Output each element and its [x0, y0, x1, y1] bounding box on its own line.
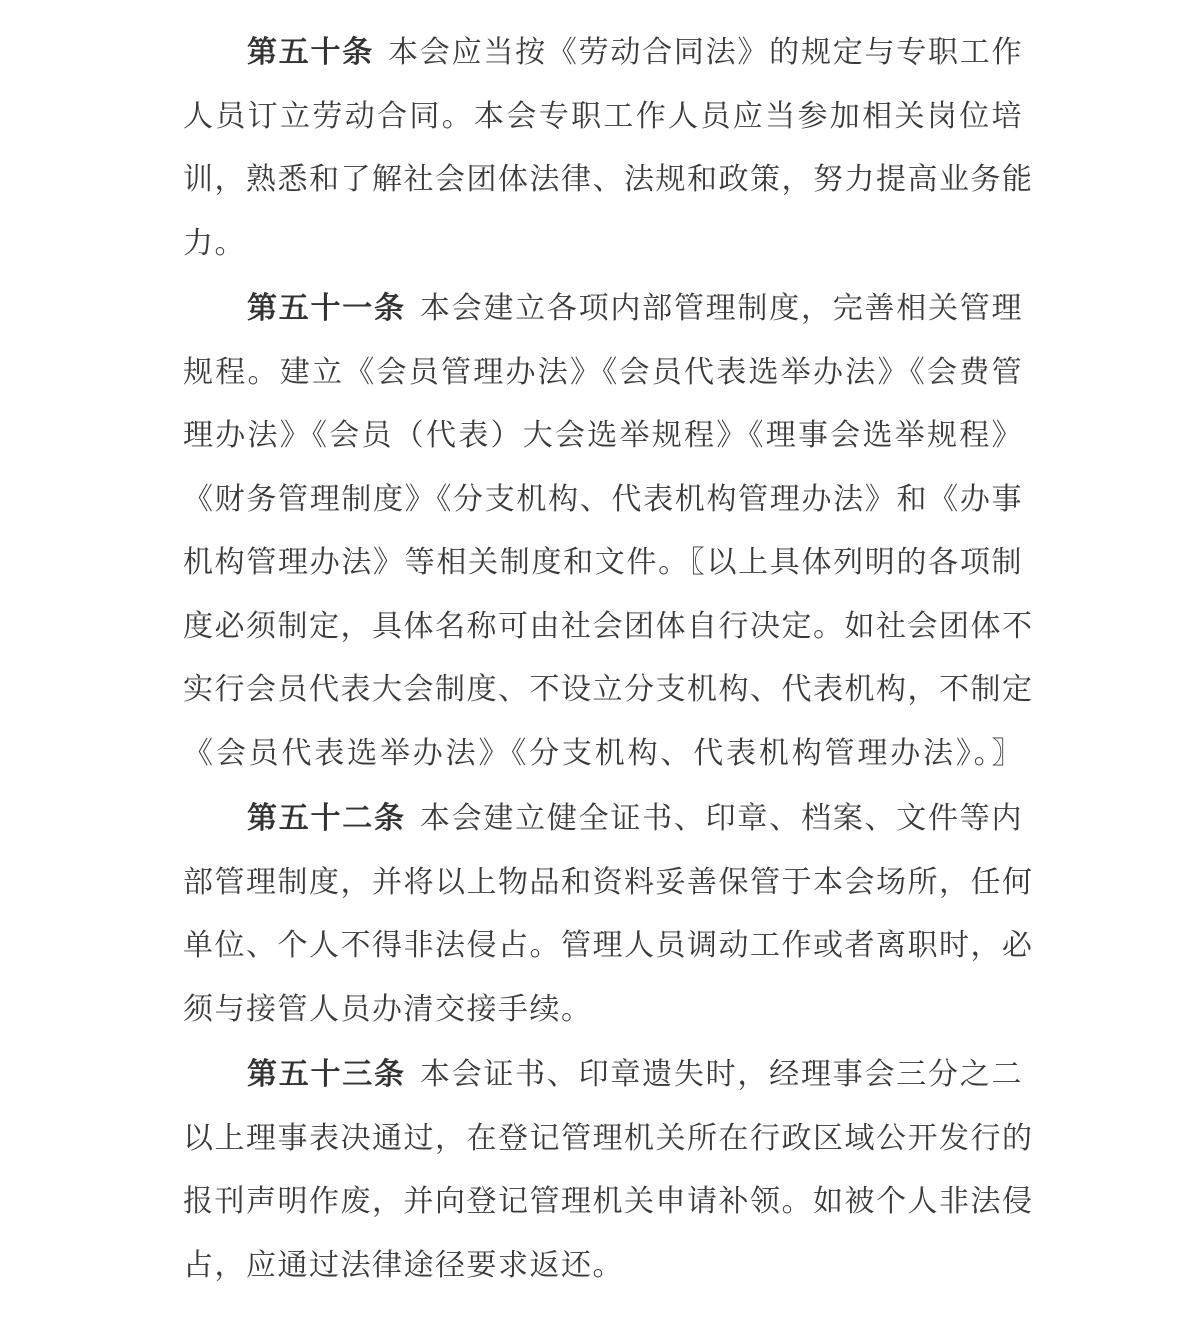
article-heading: 第五十一条	[247, 291, 406, 326]
paragraph-line: 人员订立劳动合同。本会专职工作人员应当参加相关岗位培	[183, 98, 1023, 134]
paragraph-line: 以上理事表决通过，在登记管理机关所在行政区域公开发行的	[183, 1120, 1034, 1156]
paragraph-line: 理办法》《会员（代表）大会选举规程》《理事会选举规程》	[183, 418, 1023, 453]
paragraph-line: 单位、个人不得非法侵占。管理人员调动工作或者离职时，必	[183, 928, 1034, 963]
paragraph-line: 训，熟悉和了解社会团体法律、法规和政策，努力提高业务能	[183, 162, 1034, 197]
article-53	[183, 1043, 1034, 1297]
article-heading: 第五十条	[247, 35, 375, 70]
paragraph-first-line	[183, 21, 1023, 85]
paragraph-line: 占，应通过法律途径要求返还。	[183, 1247, 624, 1283]
paragraph-line: 须与接管人员办清交接手续。	[183, 991, 593, 1027]
paragraph-line: 度必须制定，具体名称可由社会团体自行决定。如社会团体不	[183, 608, 1034, 644]
paragraph-text: 本会应当按《劳动合同法》的规定与专职工作	[388, 35, 1024, 70]
article-51	[183, 277, 1034, 785]
paragraph-line: 报刊声明作废，并向登记管理机关申请补领。如被个人非法侵	[183, 1184, 1034, 1219]
paragraph-line: 规程。建立《会员管理办法》《会员代表选举办法》《会费管	[183, 354, 1023, 390]
paragraph-first-line	[183, 277, 1023, 341]
article-52	[183, 787, 1034, 1041]
document-page	[183, 21, 1034, 1299]
paragraph-text: 本会证书、印章遗失时，经理事会三分之二	[419, 1057, 1024, 1092]
paragraph-line: 《财务管理制度》《分支机构、代表机构管理办法》和《办事	[183, 481, 1023, 517]
article-heading: 第五十二条	[247, 801, 406, 836]
article-heading: 第五十三条	[247, 1057, 406, 1092]
paragraph-line: 部管理制度，并将以上物品和资料妥善保管于本会场所，任何	[183, 864, 1034, 900]
paragraph-first-line	[183, 787, 1023, 851]
paragraph-text: 本会建立各项内部管理制度，完善相关管理	[419, 291, 1024, 326]
paragraph-text: 本会建立健全证书、印章、档案、文件等内	[419, 801, 1024, 836]
paragraph-line: 力。	[183, 225, 246, 261]
paragraph-line: 《会员代表选举办法》《分支机构、代表机构管理办法》。〗	[183, 735, 1023, 771]
paragraph-first-line	[183, 1043, 1023, 1107]
paragraph-line: 机构管理办法》等相关制度和文件。〖以上具体列明的各项制	[183, 545, 1023, 580]
paragraph-line: 实行会员代表大会制度、不设立分支机构、代表机构，不制定	[183, 672, 1034, 707]
article-50	[183, 21, 1034, 275]
